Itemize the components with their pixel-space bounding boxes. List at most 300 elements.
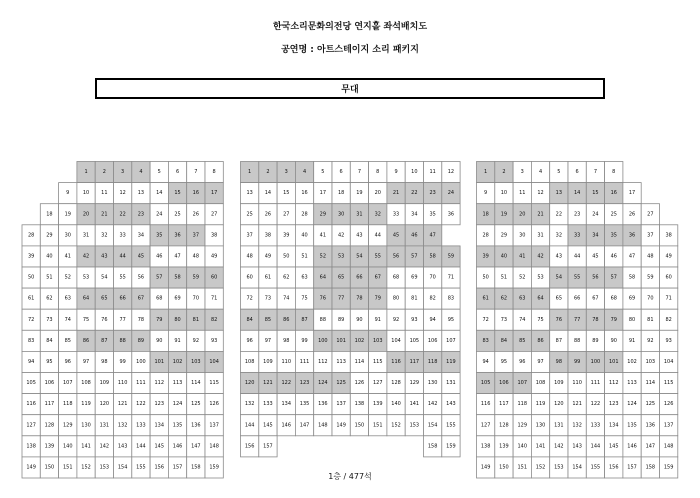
seat-center-93[interactable] xyxy=(405,309,423,330)
seat-center-146[interactable] xyxy=(277,415,295,436)
seat-center-145[interactable] xyxy=(259,415,277,436)
seat-center-107[interactable] xyxy=(442,330,460,351)
seat-right-43[interactable] xyxy=(550,246,568,267)
seat-center-58[interactable] xyxy=(424,246,442,267)
seat-center-87[interactable] xyxy=(295,309,313,330)
seat-left-86[interactable] xyxy=(77,330,95,351)
seat-right-133[interactable] xyxy=(586,415,604,436)
seat-center-131[interactable] xyxy=(442,373,460,394)
seat-left-21[interactable] xyxy=(95,204,113,225)
seat-left-18[interactable] xyxy=(40,204,58,225)
seat-center-108[interactable] xyxy=(241,351,259,372)
seat-center-79[interactable] xyxy=(369,288,387,309)
seat-left-142[interactable] xyxy=(95,436,113,457)
seat-center-4[interactable] xyxy=(295,162,313,183)
seat-right-46[interactable] xyxy=(605,246,623,267)
seat-right-57[interactable] xyxy=(605,267,623,288)
seat-center-36[interactable] xyxy=(442,204,460,225)
seat-right-119[interactable] xyxy=(531,394,549,415)
seat-right-4[interactable] xyxy=(531,162,549,183)
seat-left-139[interactable] xyxy=(40,436,58,457)
seat-center-130[interactable] xyxy=(424,373,442,394)
seat-left-22[interactable] xyxy=(114,204,132,225)
seat-right-106[interactable] xyxy=(495,373,513,394)
seat-left-8[interactable] xyxy=(205,162,223,183)
seat-right-25[interactable] xyxy=(605,204,623,225)
seat-center-92[interactable] xyxy=(387,309,405,330)
seat-right-97[interactable] xyxy=(531,351,549,372)
seat-right-118[interactable] xyxy=(513,394,531,415)
seat-center-34[interactable] xyxy=(405,204,423,225)
seat-right-17[interactable] xyxy=(623,183,641,204)
seat-left-11[interactable] xyxy=(95,183,113,204)
seat-center-10[interactable] xyxy=(405,162,423,183)
seat-center-69[interactable] xyxy=(405,267,423,288)
seat-center-64[interactable] xyxy=(314,267,332,288)
seat-center-122[interactable] xyxy=(277,373,295,394)
seat-right-122[interactable] xyxy=(586,394,604,415)
seat-right-56[interactable] xyxy=(586,267,604,288)
seat-left-124[interactable] xyxy=(168,394,186,415)
seat-center-134[interactable] xyxy=(277,394,295,415)
seat-center-70[interactable] xyxy=(424,267,442,288)
seat-center-80[interactable] xyxy=(387,288,405,309)
seat-center-38[interactable] xyxy=(259,225,277,246)
seat-right-59[interactable] xyxy=(641,267,659,288)
seat-left-113[interactable] xyxy=(168,373,186,394)
seat-left-93[interactable] xyxy=(205,330,223,351)
seat-center-127[interactable] xyxy=(369,373,387,394)
seat-right-143[interactable] xyxy=(568,436,586,457)
seat-center-16[interactable] xyxy=(295,183,313,204)
seat-left-24[interactable] xyxy=(150,204,168,225)
seat-center-121[interactable] xyxy=(259,373,277,394)
seat-left-63[interactable] xyxy=(59,288,77,309)
seat-right-121[interactable] xyxy=(568,394,586,415)
seat-right-110[interactable] xyxy=(568,373,586,394)
seat-right-129[interactable] xyxy=(513,415,531,436)
seat-center-125[interactable] xyxy=(332,373,350,394)
seat-right-76[interactable] xyxy=(550,309,568,330)
seat-right-102[interactable] xyxy=(623,351,641,372)
seat-left-90[interactable] xyxy=(150,330,168,351)
seat-left-141[interactable] xyxy=(77,436,95,457)
seat-center-81[interactable] xyxy=(405,288,423,309)
seat-left-97[interactable] xyxy=(77,351,95,372)
seat-center-49[interactable] xyxy=(259,246,277,267)
seat-center-119[interactable] xyxy=(442,351,460,372)
seat-left-136[interactable] xyxy=(187,415,205,436)
seat-right-55[interactable] xyxy=(568,267,586,288)
seat-center-32[interactable] xyxy=(369,204,387,225)
seat-left-20[interactable] xyxy=(77,204,95,225)
seat-right-61[interactable] xyxy=(477,288,495,309)
seat-center-54[interactable] xyxy=(350,246,368,267)
seat-left-65[interactable] xyxy=(95,288,113,309)
seat-right-145[interactable] xyxy=(605,436,623,457)
seat-left-92[interactable] xyxy=(187,330,205,351)
seat-right-1[interactable] xyxy=(477,162,495,183)
seat-right-45[interactable] xyxy=(586,246,604,267)
seat-left-33[interactable] xyxy=(114,225,132,246)
seat-center-86[interactable] xyxy=(277,309,295,330)
seat-left-73[interactable] xyxy=(40,309,58,330)
seat-center-105[interactable] xyxy=(405,330,423,351)
seat-right-100[interactable] xyxy=(586,351,604,372)
seat-right-107[interactable] xyxy=(513,373,531,394)
seat-left-145[interactable] xyxy=(150,436,168,457)
seat-right-62[interactable] xyxy=(495,288,513,309)
seat-center-132[interactable] xyxy=(241,394,259,415)
seat-left-34[interactable] xyxy=(132,225,150,246)
seat-center-148[interactable] xyxy=(314,415,332,436)
seat-left-23[interactable] xyxy=(132,204,150,225)
seat-center-12[interactable] xyxy=(442,162,460,183)
seat-center-6[interactable] xyxy=(332,162,350,183)
seat-left-55[interactable] xyxy=(114,267,132,288)
seat-right-50[interactable] xyxy=(477,267,495,288)
seat-left-64[interactable] xyxy=(77,288,95,309)
seat-center-76[interactable] xyxy=(314,288,332,309)
seat-left-83[interactable] xyxy=(22,330,40,351)
seat-left-99[interactable] xyxy=(114,351,132,372)
seat-center-42[interactable] xyxy=(332,225,350,246)
seat-right-28[interactable] xyxy=(477,225,495,246)
seat-left-54[interactable] xyxy=(95,267,113,288)
seat-center-53[interactable] xyxy=(332,246,350,267)
seat-center-138[interactable] xyxy=(350,394,368,415)
seat-left-109[interactable] xyxy=(95,373,113,394)
seat-left-111[interactable] xyxy=(132,373,150,394)
seat-left-105[interactable] xyxy=(22,373,40,394)
seat-left-85[interactable] xyxy=(59,330,77,351)
seat-left-57[interactable] xyxy=(150,267,168,288)
seat-center-1[interactable] xyxy=(241,162,259,183)
seat-right-114[interactable] xyxy=(641,373,659,394)
seat-left-98[interactable] xyxy=(95,351,113,372)
seat-center-158[interactable] xyxy=(424,436,442,457)
seat-left-10[interactable] xyxy=(77,183,95,204)
seat-right-27[interactable] xyxy=(641,204,659,225)
seat-left-66[interactable] xyxy=(114,288,132,309)
seat-right-90[interactable] xyxy=(605,330,623,351)
seat-center-5[interactable] xyxy=(314,162,332,183)
seat-left-45[interactable] xyxy=(132,246,150,267)
seat-right-85[interactable] xyxy=(513,330,531,351)
seat-center-143[interactable] xyxy=(442,394,460,415)
seat-left-37[interactable] xyxy=(187,225,205,246)
seat-center-63[interactable] xyxy=(295,267,313,288)
seat-right-108[interactable] xyxy=(531,373,549,394)
seat-center-85[interactable] xyxy=(259,309,277,330)
seat-center-117[interactable] xyxy=(405,351,423,372)
seat-right-49[interactable] xyxy=(660,246,678,267)
seat-right-38[interactable] xyxy=(660,225,678,246)
seat-center-11[interactable] xyxy=(424,162,442,183)
seat-right-128[interactable] xyxy=(495,415,513,436)
seat-left-126[interactable] xyxy=(205,394,223,415)
seat-right-40[interactable] xyxy=(495,246,513,267)
seat-center-15[interactable] xyxy=(277,183,295,204)
seat-center-88[interactable] xyxy=(314,309,332,330)
seat-left-131[interactable] xyxy=(95,415,113,436)
seat-right-22[interactable] xyxy=(550,204,568,225)
seat-right-24[interactable] xyxy=(586,204,604,225)
seat-left-78[interactable] xyxy=(132,309,150,330)
seat-center-27[interactable] xyxy=(277,204,295,225)
seat-center-83[interactable] xyxy=(442,288,460,309)
seat-center-126[interactable] xyxy=(350,373,368,394)
seat-center-144[interactable] xyxy=(241,415,259,436)
seat-center-139[interactable] xyxy=(369,394,387,415)
seat-center-147[interactable] xyxy=(295,415,313,436)
seat-left-36[interactable] xyxy=(168,225,186,246)
seat-center-56[interactable] xyxy=(387,246,405,267)
seat-left-106[interactable] xyxy=(40,373,58,394)
seat-right-99[interactable] xyxy=(568,351,586,372)
seat-left-74[interactable] xyxy=(59,309,77,330)
seat-left-96[interactable] xyxy=(59,351,77,372)
seat-left-59[interactable] xyxy=(187,267,205,288)
seat-left-12[interactable] xyxy=(114,183,132,204)
seat-left-147[interactable] xyxy=(187,436,205,457)
seat-right-13[interactable] xyxy=(550,183,568,204)
seat-center-23[interactable] xyxy=(424,183,442,204)
seat-center-31[interactable] xyxy=(350,204,368,225)
seat-left-129[interactable] xyxy=(59,415,77,436)
seat-right-117[interactable] xyxy=(495,394,513,415)
seat-left-104[interactable] xyxy=(205,351,223,372)
seat-right-146[interactable] xyxy=(623,436,641,457)
seat-right-89[interactable] xyxy=(586,330,604,351)
seat-center-100[interactable] xyxy=(314,330,332,351)
seat-center-33[interactable] xyxy=(387,204,405,225)
seat-right-39[interactable] xyxy=(477,246,495,267)
seat-center-2[interactable] xyxy=(259,162,277,183)
seat-right-31[interactable] xyxy=(531,225,549,246)
seat-center-133[interactable] xyxy=(259,394,277,415)
seat-left-100[interactable] xyxy=(132,351,150,372)
seat-left-3[interactable] xyxy=(114,162,132,183)
seat-center-37[interactable] xyxy=(241,225,259,246)
seat-center-157[interactable] xyxy=(259,436,277,457)
seat-right-130[interactable] xyxy=(531,415,549,436)
seat-center-71[interactable] xyxy=(442,267,460,288)
seat-center-94[interactable] xyxy=(424,309,442,330)
seat-left-17[interactable] xyxy=(205,183,223,204)
seat-left-13[interactable] xyxy=(132,183,150,204)
seat-left-6[interactable] xyxy=(168,162,186,183)
seat-left-25[interactable] xyxy=(168,204,186,225)
seat-left-133[interactable] xyxy=(132,415,150,436)
seat-right-141[interactable] xyxy=(531,436,549,457)
seat-right-34[interactable] xyxy=(586,225,604,246)
seat-center-66[interactable] xyxy=(350,267,368,288)
seat-left-127[interactable] xyxy=(22,415,40,436)
seat-center-20[interactable] xyxy=(369,183,387,204)
seat-right-96[interactable] xyxy=(513,351,531,372)
seat-right-32[interactable] xyxy=(550,225,568,246)
seat-left-84[interactable] xyxy=(40,330,58,351)
seat-left-112[interactable] xyxy=(150,373,168,394)
seat-left-95[interactable] xyxy=(40,351,58,372)
seat-right-21[interactable] xyxy=(531,204,549,225)
seat-center-97[interactable] xyxy=(259,330,277,351)
seat-right-68[interactable] xyxy=(605,288,623,309)
seat-left-91[interactable] xyxy=(168,330,186,351)
seat-right-127[interactable] xyxy=(477,415,495,436)
seat-center-120[interactable] xyxy=(241,373,259,394)
seat-right-144[interactable] xyxy=(586,436,604,457)
seat-center-136[interactable] xyxy=(314,394,332,415)
seat-left-143[interactable] xyxy=(114,436,132,457)
seat-right-63[interactable] xyxy=(513,288,531,309)
seat-center-114[interactable] xyxy=(350,351,368,372)
seat-center-124[interactable] xyxy=(314,373,332,394)
seat-right-136[interactable] xyxy=(641,415,659,436)
seat-center-59[interactable] xyxy=(442,246,460,267)
seat-left-1[interactable] xyxy=(77,162,95,183)
seat-center-28[interactable] xyxy=(295,204,313,225)
seat-center-84[interactable] xyxy=(241,309,259,330)
seat-right-79[interactable] xyxy=(605,309,623,330)
seat-left-79[interactable] xyxy=(150,309,168,330)
seat-right-87[interactable] xyxy=(550,330,568,351)
seat-left-110[interactable] xyxy=(114,373,132,394)
seat-center-137[interactable] xyxy=(332,394,350,415)
seat-center-115[interactable] xyxy=(369,351,387,372)
seat-left-9[interactable] xyxy=(59,183,77,204)
seat-right-65[interactable] xyxy=(550,288,568,309)
seat-left-82[interactable] xyxy=(205,309,223,330)
seat-center-155[interactable] xyxy=(442,415,460,436)
seat-right-91[interactable] xyxy=(623,330,641,351)
seat-left-58[interactable] xyxy=(168,267,186,288)
seat-center-140[interactable] xyxy=(387,394,405,415)
seat-right-26[interactable] xyxy=(623,204,641,225)
seat-right-84[interactable] xyxy=(495,330,513,351)
seat-center-21[interactable] xyxy=(387,183,405,204)
seat-right-51[interactable] xyxy=(495,267,513,288)
seat-center-30[interactable] xyxy=(332,204,350,225)
seat-center-91[interactable] xyxy=(369,309,387,330)
seat-center-50[interactable] xyxy=(277,246,295,267)
seat-left-2[interactable] xyxy=(95,162,113,183)
seat-right-93[interactable] xyxy=(660,330,678,351)
seat-left-72[interactable] xyxy=(22,309,40,330)
seat-center-39[interactable] xyxy=(277,225,295,246)
seat-right-78[interactable] xyxy=(586,309,604,330)
seat-center-43[interactable] xyxy=(350,225,368,246)
seat-left-5[interactable] xyxy=(150,162,168,183)
seat-left-134[interactable] xyxy=(150,415,168,436)
seat-center-8[interactable] xyxy=(369,162,387,183)
seat-center-99[interactable] xyxy=(295,330,313,351)
seat-left-38[interactable] xyxy=(205,225,223,246)
seat-center-67[interactable] xyxy=(369,267,387,288)
seat-center-159[interactable] xyxy=(442,436,460,457)
seat-right-36[interactable] xyxy=(623,225,641,246)
seat-right-77[interactable] xyxy=(568,309,586,330)
seat-left-48[interactable] xyxy=(187,246,205,267)
seat-center-156[interactable] xyxy=(241,436,259,457)
seat-right-86[interactable] xyxy=(531,330,549,351)
seat-left-103[interactable] xyxy=(187,351,205,372)
seat-center-35[interactable] xyxy=(424,204,442,225)
seat-left-77[interactable] xyxy=(114,309,132,330)
seat-left-76[interactable] xyxy=(95,309,113,330)
seat-center-17[interactable] xyxy=(314,183,332,204)
seat-right-124[interactable] xyxy=(623,394,641,415)
seat-center-7[interactable] xyxy=(350,162,368,183)
seat-left-19[interactable] xyxy=(59,204,77,225)
seat-left-118[interactable] xyxy=(59,394,77,415)
seat-left-116[interactable] xyxy=(22,394,40,415)
seat-left-140[interactable] xyxy=(59,436,77,457)
seat-left-53[interactable] xyxy=(77,267,95,288)
seat-right-95[interactable] xyxy=(495,351,513,372)
seat-center-3[interactable] xyxy=(277,162,295,183)
seat-right-41[interactable] xyxy=(513,246,531,267)
seat-center-51[interactable] xyxy=(295,246,313,267)
seat-left-67[interactable] xyxy=(132,288,150,309)
seat-right-3[interactable] xyxy=(513,162,531,183)
seat-center-55[interactable] xyxy=(369,246,387,267)
seat-center-61[interactable] xyxy=(259,267,277,288)
seat-center-150[interactable] xyxy=(350,415,368,436)
seat-right-58[interactable] xyxy=(623,267,641,288)
seat-center-106[interactable] xyxy=(424,330,442,351)
seat-right-14[interactable] xyxy=(568,183,586,204)
seat-center-62[interactable] xyxy=(277,267,295,288)
seat-left-7[interactable] xyxy=(187,162,205,183)
seat-center-68[interactable] xyxy=(387,267,405,288)
seat-left-47[interactable] xyxy=(168,246,186,267)
seat-left-94[interactable] xyxy=(22,351,40,372)
seat-right-88[interactable] xyxy=(568,330,586,351)
seat-right-147[interactable] xyxy=(641,436,659,457)
seat-center-75[interactable] xyxy=(295,288,313,309)
seat-left-108[interactable] xyxy=(77,373,95,394)
seat-left-71[interactable] xyxy=(205,288,223,309)
seat-center-110[interactable] xyxy=(277,351,295,372)
seat-left-30[interactable] xyxy=(59,225,77,246)
seat-left-119[interactable] xyxy=(77,394,95,415)
seat-left-52[interactable] xyxy=(59,267,77,288)
seat-left-123[interactable] xyxy=(150,394,168,415)
seat-center-101[interactable] xyxy=(332,330,350,351)
seat-left-132[interactable] xyxy=(114,415,132,436)
seat-center-153[interactable] xyxy=(405,415,423,436)
seat-center-141[interactable] xyxy=(405,394,423,415)
seat-center-142[interactable] xyxy=(424,394,442,415)
seat-left-117[interactable] xyxy=(40,394,58,415)
seat-right-111[interactable] xyxy=(586,373,604,394)
seat-right-113[interactable] xyxy=(623,373,641,394)
seat-right-29[interactable] xyxy=(495,225,513,246)
seat-left-43[interactable] xyxy=(95,246,113,267)
seat-right-103[interactable] xyxy=(641,351,659,372)
seat-right-109[interactable] xyxy=(550,373,568,394)
seat-center-72[interactable] xyxy=(241,288,259,309)
seat-right-137[interactable] xyxy=(660,415,678,436)
seat-right-53[interactable] xyxy=(531,267,549,288)
seat-left-15[interactable] xyxy=(168,183,186,204)
seat-left-4[interactable] xyxy=(132,162,150,183)
seat-left-41[interactable] xyxy=(59,246,77,267)
seat-right-33[interactable] xyxy=(568,225,586,246)
seat-right-138[interactable] xyxy=(477,436,495,457)
